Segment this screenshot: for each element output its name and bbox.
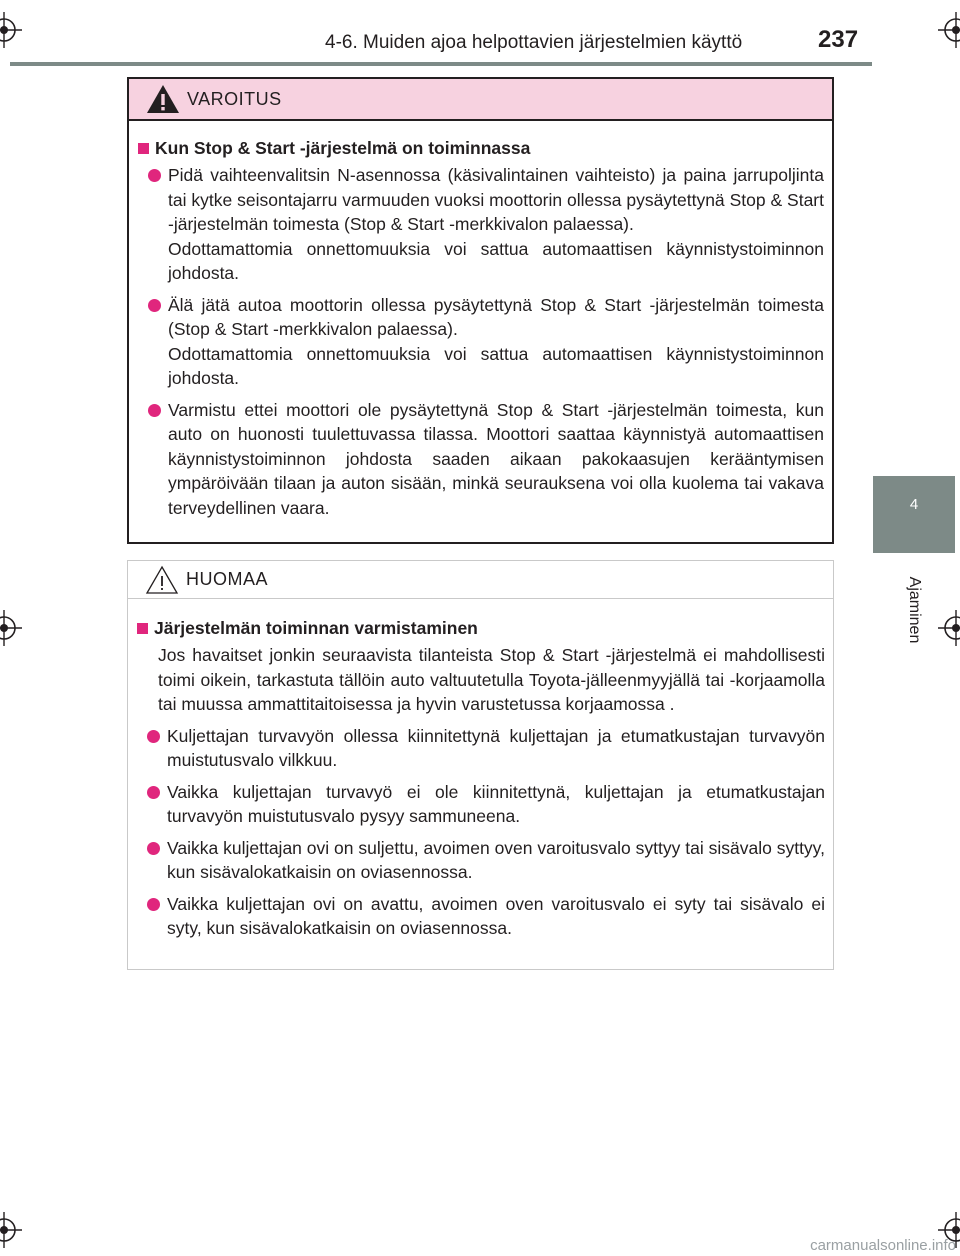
bullet-text: Pidä vaihteenvalitsin N-asennossa (käsivalintainen vaihteisto) ja paina jarrupoljinta tai kytke seisontajarru varmuuden vuoksi moottorin ollessa pysäytettynä Stop & Start -järjestelmän toimesta (Stop & Start -merkkivalon palaessa). <box>168 165 824 234</box>
warning-subheading-text: Kun Stop & Start -järjestelmä on toiminnassa <box>155 138 531 158</box>
warning-box-label: VAROITUS <box>187 88 282 109</box>
bullet-text: Älä jätä autoa moottorin ollessa pysäytettynä Stop & Start -järjestelmän toimesta (Stop & Start -merkkivalon palaessa). <box>168 294 824 339</box>
warning-bullet <box>138 293 824 391</box>
caution-triangle-icon <box>144 564 180 596</box>
bullet-dot-icon <box>147 842 160 855</box>
bullet-text: Varmistu ettei moottori ole pysäytettynä Stop & Start -järjestelmän toimesta, kun auto on huonosti tuulettuvassa tilassa. Moottori saattaa käynnistyä automaattisen käynnistystoiminnon johdosta saaden aikaan pakokaasujen kerääntymisen ympäröivään tilaan ja auton sisään, minkä seurauksena voi olla kuolema tai vakava terveydellinen vaara. <box>168 399 824 518</box>
bullet-text: Vaikka kuljettajan ovi on suljettu, avoimen oven varoitusvalo syttyy tai sisävalo syttyy, kun sisävalokatkaisin on oviasennossa. <box>167 837 825 882</box>
header-divider <box>10 62 872 66</box>
section-title: 4-6. Muiden ajoa helpottavien järjestelmien käyttö <box>325 32 743 53</box>
bullet-dot-icon <box>147 730 160 743</box>
chapter-label: Ajaminen <box>906 576 923 644</box>
registration-mark-icon <box>0 610 22 646</box>
warning-bullet <box>138 163 824 286</box>
chapter-tab <box>873 476 955 553</box>
warning-box-header <box>129 79 832 121</box>
bullet-text: Odottamattomia onnettomuuksia voi sattua automaattisen käynnistystoiminnon johdosta. <box>168 343 824 388</box>
chapter-label-container <box>903 560 925 660</box>
warning-box-body <box>129 121 832 520</box>
bullet-text: Vaikka kuljettajan ovi on avattu, avoimen oven varoitusvalo ei syty tai sisävalo ei syty, kun sisävalokatkaisin on oviasennossa. <box>167 893 825 938</box>
registration-mark-icon <box>0 12 22 48</box>
bullet-dot-icon <box>147 898 160 911</box>
notice-bullet <box>137 892 825 941</box>
registration-mark-icon <box>938 610 960 646</box>
registration-mark-icon <box>938 12 960 48</box>
warning-bullet <box>138 398 824 521</box>
notice-bullet <box>137 780 825 829</box>
chapter-number: 4 <box>909 496 919 513</box>
watermark-link[interactable]: carmanualsonline.info <box>810 1237 956 1254</box>
registration-mark-icon <box>0 1212 22 1248</box>
bullet-dot-icon <box>148 169 161 182</box>
warning-triangle-icon <box>145 83 181 115</box>
bullet-text: Odottamattomia onnettomuuksia voi sattua automaattisen käynnistystoiminnon johdosta. <box>168 238 824 283</box>
notice-bullet <box>137 836 825 885</box>
bullet-dot-icon <box>147 786 160 799</box>
notice-box-label: HUOMAA <box>186 569 269 589</box>
bullet-text: Kuljettajan turvavyön ollessa kiinnitettynä kuljettajan ja etumatkustajan turvavyön muistutusvalo vilkkuu. <box>167 725 825 770</box>
warning-box <box>127 77 834 544</box>
notice-subheading-text: Järjestelmän toiminnan varmistaminen <box>154 618 478 638</box>
warning-subheading <box>138 135 824 161</box>
page-number: 237 <box>818 26 859 53</box>
notice-intro: Jos havaitset jonkin seuraavista tilanteista Stop & Start -järjestelmä ei mahdollisesti toimi oikein, tarkastuta tällöin auto valtuutetulla Toyota-jälleenmyyjällä tai -korjaamolla tai muussa ammattitaitoisessa ja hyvin varustetussa korjaamossa . <box>158 645 825 714</box>
notice-box-body <box>128 599 833 941</box>
square-bullet-icon <box>138 143 149 154</box>
notice-bullet <box>137 724 825 773</box>
bullet-text: Vaikka kuljettajan turvavyö ei ole kiinnitettynä, kuljettajan ja etumatkustajan turvavyön muistutusvalo pysyy sammuneena. <box>167 781 825 826</box>
notice-box <box>127 560 834 970</box>
bullet-dot-icon <box>148 404 161 417</box>
notice-box-header <box>128 561 833 599</box>
bullet-dot-icon <box>148 299 161 312</box>
square-bullet-icon <box>137 623 148 634</box>
notice-subheading <box>137 615 825 641</box>
